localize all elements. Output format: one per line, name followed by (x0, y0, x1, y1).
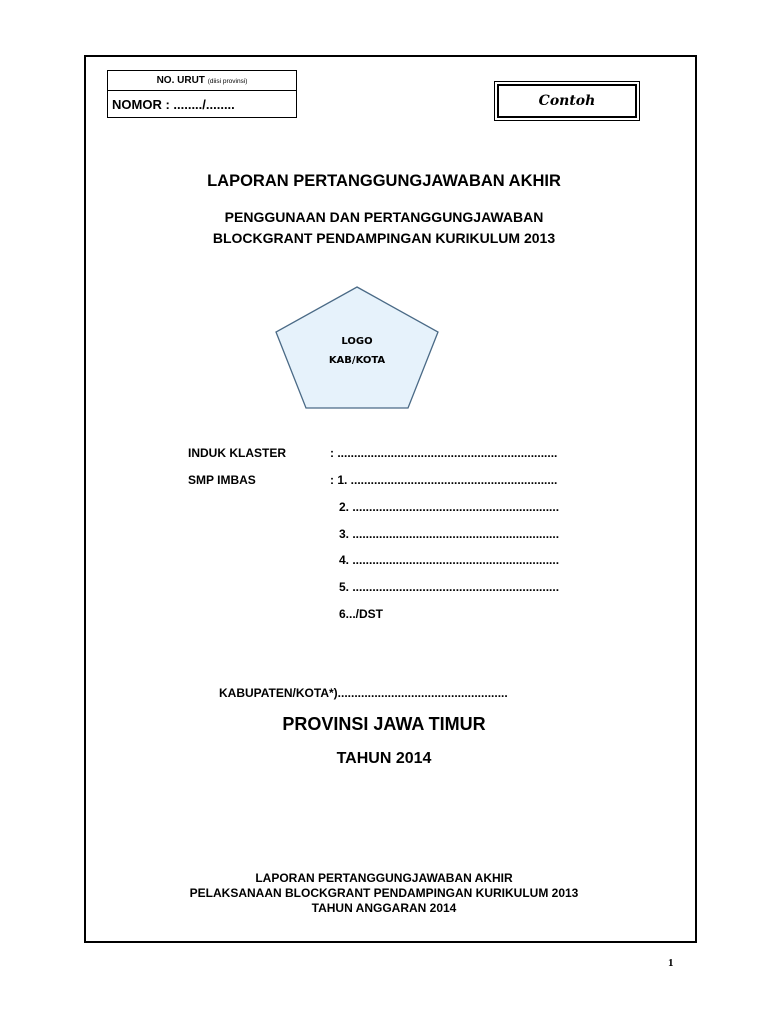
smp-imbas-item-6: 6.../DST (339, 607, 384, 621)
subtitle-line-1: PENGGUNAAN DAN PERTANGGUNGJAWABAN (224, 209, 544, 225)
footer-line-3: TAHUN ANGGARAN 2014 (311, 901, 457, 915)
no-urut-label: NO. URUT (156, 75, 205, 86)
logo-kab-kota-label: KAB/KOTA (328, 355, 386, 366)
no-urut-row (108, 71, 296, 91)
smp-imbas-item-5: 5. .............................................................. (339, 580, 560, 594)
smp-imbas-item-3: 3. .............................................................. (339, 527, 560, 541)
induk-klaster-value: : .................................................................. (330, 446, 558, 460)
smp-imbas-label: SMP IMBAS (188, 473, 256, 487)
logo-text (274, 332, 440, 370)
nomor-urut-box (107, 70, 297, 118)
document-subtitle (84, 207, 684, 249)
contoh-label: Contoh (497, 84, 637, 118)
provinsi-heading: PROVINSI JAWA TIMUR (282, 714, 486, 734)
no-urut-note: (diisi provinsi) (207, 78, 248, 85)
page-number: 1 (668, 957, 674, 969)
footer-line-1: LAPORAN PERTANGGUNGJAWABAN AKHIR (255, 871, 513, 885)
smp-imbas-item-2: 2. .............................................................. (339, 500, 560, 514)
logo-label: LOGO (341, 336, 373, 347)
footer-block (84, 871, 684, 916)
induk-klaster-label: INDUK KLASTER (188, 446, 286, 460)
footer-line-2: PELAKSANAAN BLOCKGRANT PENDAMPINGAN KURIKULUM 2013 (189, 886, 579, 900)
contoh-stamp (494, 81, 640, 121)
document-title: LAPORAN PERTANGGUNGJAWABAN AKHIR (207, 172, 561, 190)
smp-imbas-item-1: : 1. .............................................................. (330, 473, 558, 487)
logo-placeholder (274, 285, 440, 412)
kabupaten-kota-line: KABUPATEN/KOTA*)................................................... (219, 686, 508, 700)
tahun-heading: TAHUN 2014 (336, 750, 432, 767)
smp-imbas-item-4: 4. .............................................................. (339, 553, 560, 567)
subtitle-line-2: BLOCKGRANT PENDAMPINGAN KURIKULUM 2013 (212, 230, 556, 246)
nomor-line: NOMOR : ......../........ (112, 97, 235, 112)
